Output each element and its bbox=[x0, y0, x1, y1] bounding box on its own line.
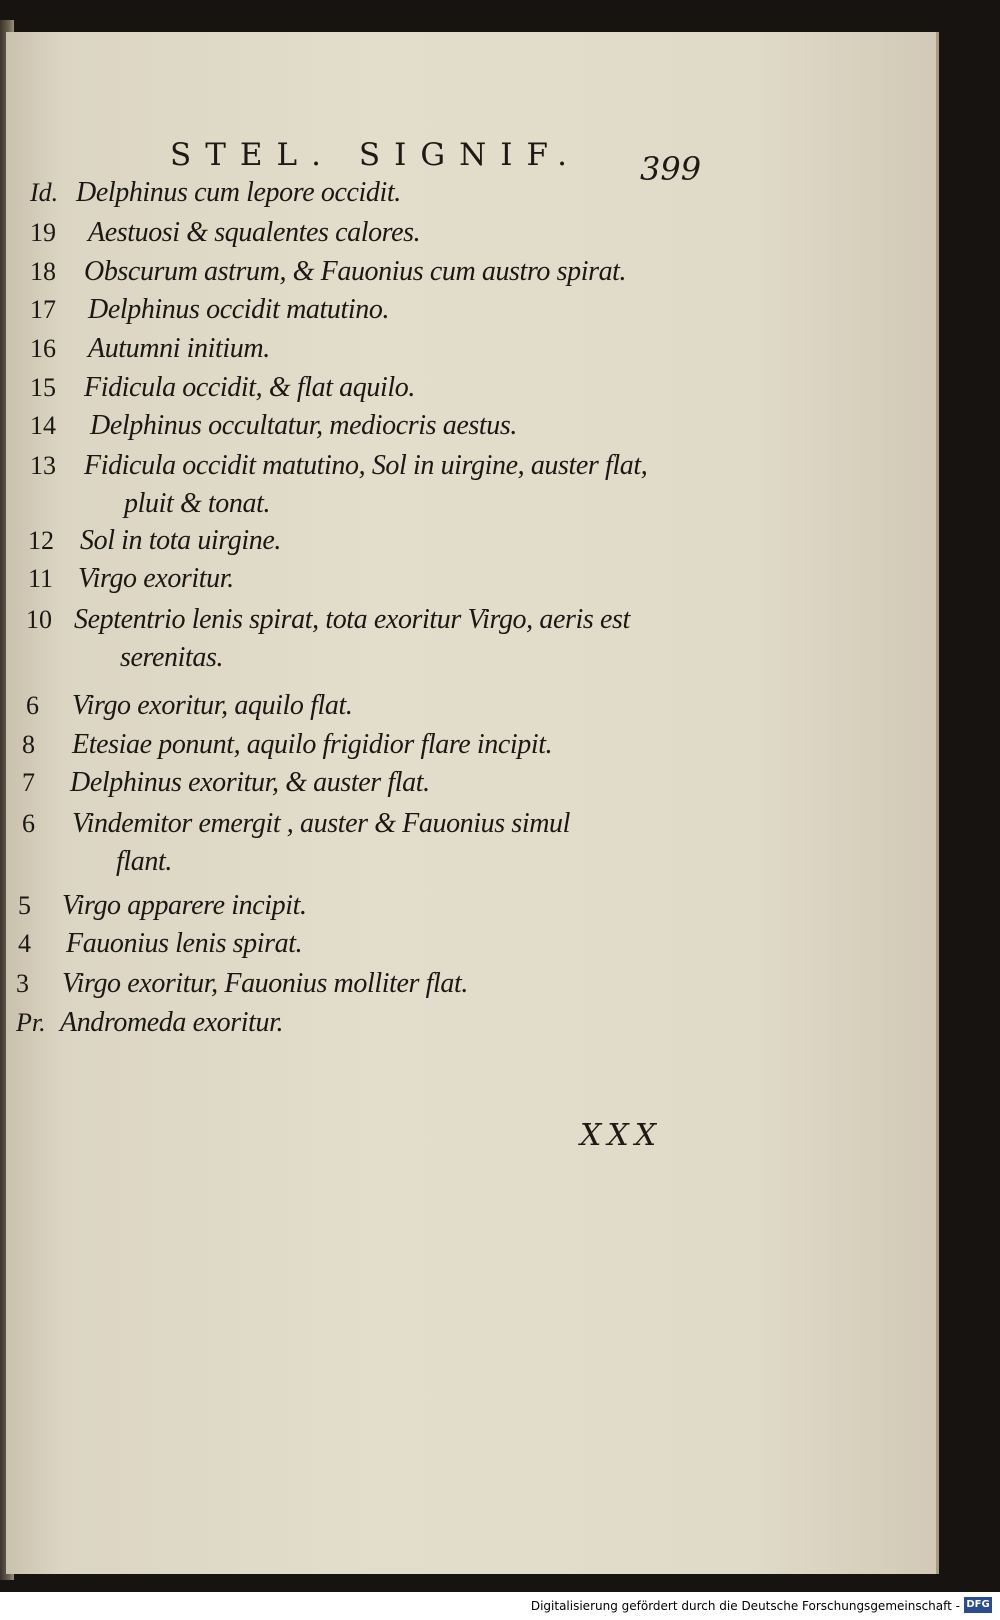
entry-text: Aestuosi & squalentes calores. bbox=[88, 217, 421, 248]
entry-text: Septentrio lenis spirat, tota exoritur Virgo, aeris est bbox=[74, 604, 630, 635]
entry-day: 14 bbox=[30, 411, 56, 440]
entry-text: Fidicula occidit matutino, Sol in uirgine, auster flat, bbox=[84, 450, 648, 481]
entry-text: Delphinus cum lepore occidit. bbox=[76, 177, 401, 208]
entry-text: Andromeda exoritur. bbox=[60, 1007, 284, 1038]
entry-text: Etesiae ponunt, aquilo frigidior flare incipit. bbox=[72, 729, 553, 760]
entry-day: 18 bbox=[30, 257, 56, 286]
entry-text: Virgo exoritur, aquilo flat. bbox=[72, 690, 353, 721]
entry-day: 6 bbox=[22, 809, 35, 838]
entry-text: Virgo exoritur, Fauonius molliter flat. bbox=[62, 968, 468, 999]
entry-day: 15 bbox=[30, 373, 56, 402]
entry-day: 17 bbox=[30, 295, 56, 324]
entry-day: Pr. bbox=[16, 1008, 46, 1037]
entry-text: Delphinus occidit matutino. bbox=[88, 294, 390, 325]
catchword: XXX bbox=[580, 1118, 663, 1153]
footer-credit: Digitalisierung gefördert durch die Deutsche Forschungsgemeinschaft - bbox=[530, 1599, 960, 1613]
entry-day: Id. bbox=[30, 178, 59, 207]
entry-text: Obscurum astrum, & Fauonius cum austro spirat. bbox=[84, 256, 627, 287]
entry-text: Delphinus exoritur, & auster flat. bbox=[70, 767, 430, 798]
footer-bar bbox=[0, 1592, 1000, 1620]
entry-day: 13 bbox=[30, 451, 56, 480]
entry-day: 12 bbox=[28, 526, 54, 555]
entry-day: 10 bbox=[26, 605, 52, 634]
entry-text: Delphinus occultatur, mediocris aestus. bbox=[90, 410, 517, 441]
entry-text: Sol in tota uirgine. bbox=[80, 525, 281, 556]
entry-day: 16 bbox=[30, 334, 56, 363]
entry-text: Autumni initium. bbox=[88, 333, 270, 364]
entry-day: 11 bbox=[28, 564, 54, 593]
dfg-logo: DFG bbox=[964, 1597, 992, 1613]
entry-continuation: pluit & tonat. bbox=[124, 488, 271, 519]
running-title: STEL. SIGNIF. bbox=[170, 137, 581, 173]
entry-day: 6 bbox=[26, 691, 39, 720]
entry-text: Fauonius lenis spirat. bbox=[66, 928, 303, 959]
entry-continuation: flant. bbox=[116, 846, 172, 877]
entry-day: 4 bbox=[18, 929, 31, 958]
entry-day: 19 bbox=[30, 218, 56, 247]
entry-text: Virgo exoritur. bbox=[78, 563, 234, 594]
page-number: 399 bbox=[640, 150, 702, 188]
entry-day: 7 bbox=[22, 768, 35, 797]
entry-continuation: serenitas. bbox=[120, 642, 224, 673]
entry-day: 3 bbox=[16, 969, 29, 998]
entry-text: Virgo apparere incipit. bbox=[62, 890, 307, 921]
entry-day: 5 bbox=[18, 891, 31, 920]
entry-text: Fidicula occidit, & flat aquilo. bbox=[84, 372, 415, 403]
entry-text: Vindemitor emergit , auster & Fauonius simul bbox=[72, 808, 571, 839]
entry-day: 8 bbox=[22, 730, 35, 759]
